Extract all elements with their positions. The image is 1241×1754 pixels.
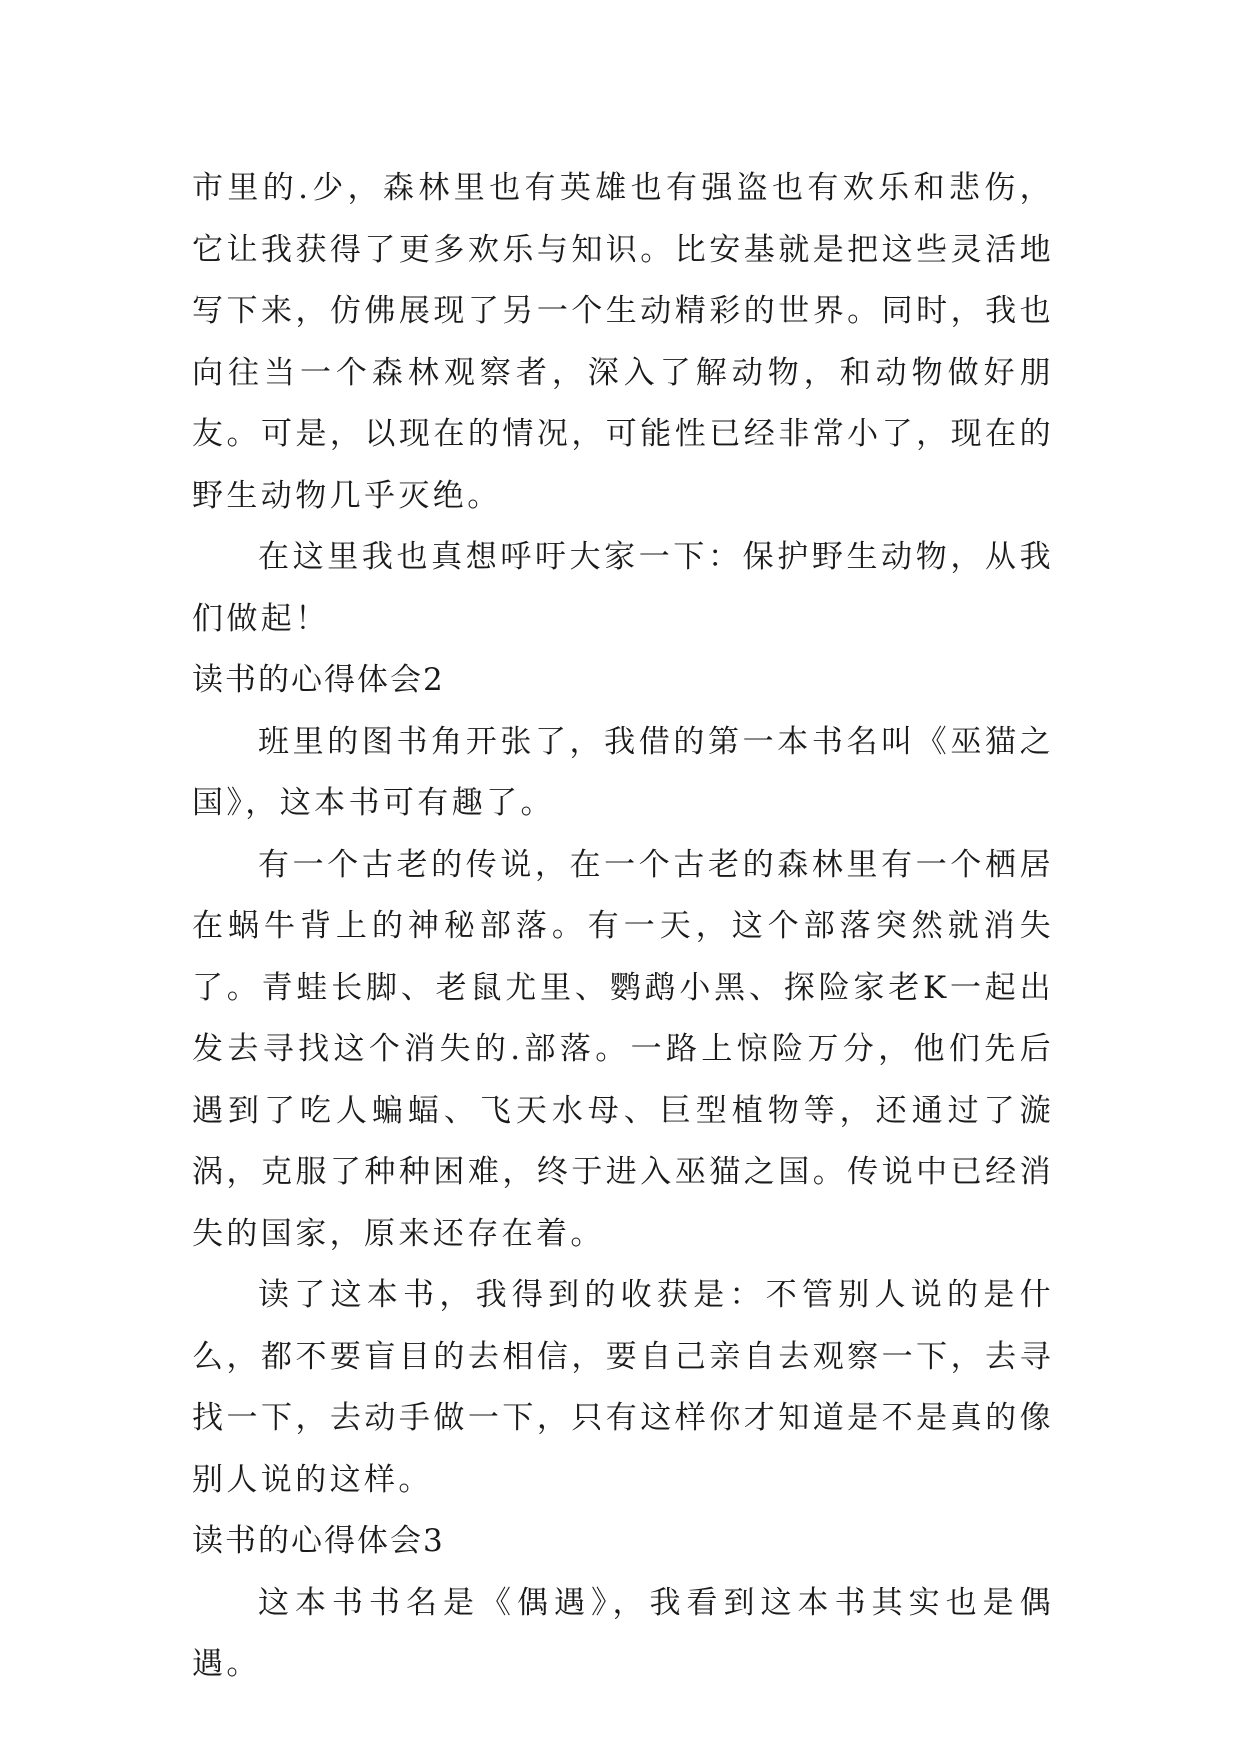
section-heading-2: 读书的心得体会2 [192,662,445,698]
paragraph-legend-story: 有一个古老的传说，在一个古老的森林里有一个栖居在蜗牛背上的神秘部落。有一天，这个部落突然就消失了。青蛙长脚、老鼠尤里、鹦鹉小黑、探险家老K一起出发去寻找这个消失的.部落。一路上惊险万分，他们先后遇到了吃人蝙蝠、飞天水母、巨型植物等，还通过了漩涡，克服了种种困难，终于进入巫猫之国。传说中已经消失的国家，原来还存在着。 [192,846,1054,1252]
section-heading-3: 读书的心得体会3 [192,1523,445,1559]
paragraph-forest-intro: 市里的.少，森林里也有英雄也有强盗也有欢乐和悲伤，它让我获得了更多欢乐与知识。比安基就是把这些灵活地写下来，仿佛展现了另一个生动精彩的世界。同时，我也向往当一个森林观察者，深入了解动物，和动物做好朋友。可是，以现在的情况，可能性已经非常小了，现在的野生动物几乎灭绝。 [192,170,1054,514]
document-body [192,158,1054,1696]
paragraph-call-to-action: 在这里我也真想呼吁大家一下：保护野生动物，从我们做起！ [192,539,1054,637]
paragraph-book-corner: 班里的图书角开张了，我借的第一本书名叫《巫猫之国》，这本书可有趣了。 [192,723,1054,821]
paragraph-encounter: 这本书书名是《偶遇》，我看到这本书其实也是偶遇。 [192,1584,1054,1682]
paragraph-takeaway: 读了这本书，我得到的收获是：不管别人说的是什么，都不要盲目的去相信，要自己亲自去观察一下，去寻找一下，去动手做一下，只有这样你才知道是不是真的像别人说的这样。 [192,1277,1054,1498]
